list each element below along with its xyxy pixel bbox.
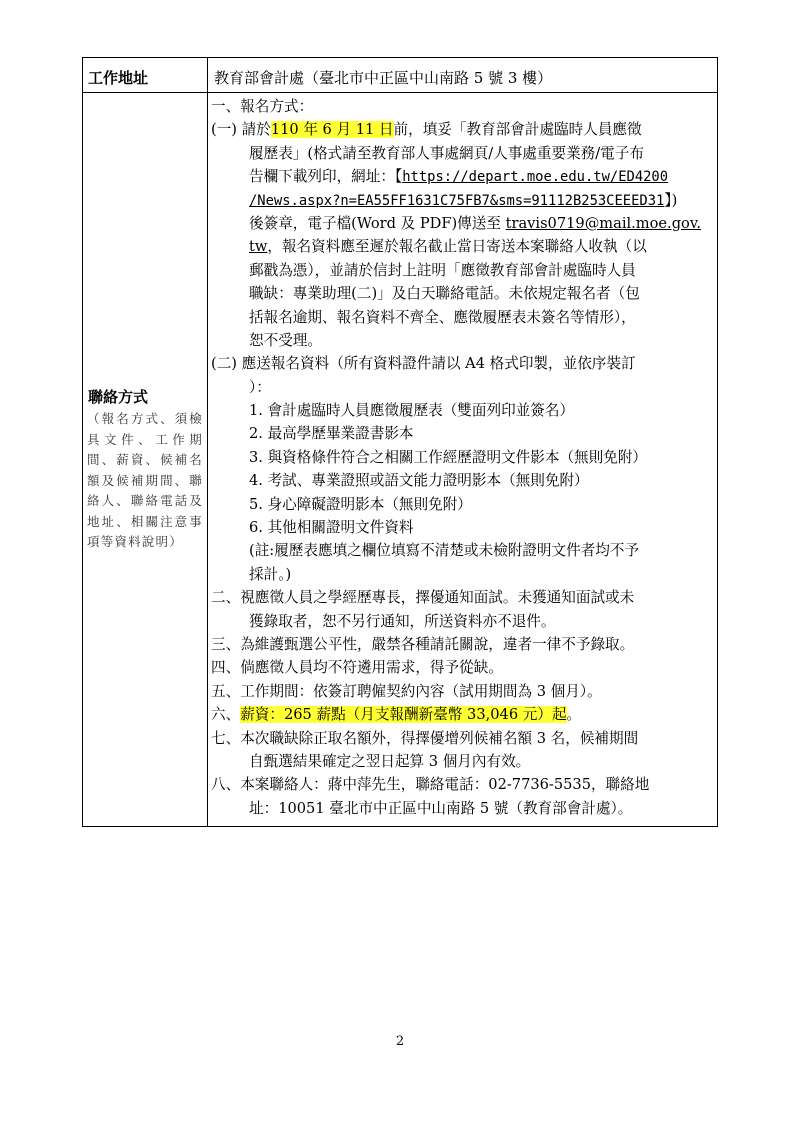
contact-details [208,93,718,827]
section-6 [211,703,713,726]
contact-email-link-part-1[interactable]: travis0719@mail.moe.gov. [505,214,701,232]
section-5: 五、工作期間：依簽訂聘僱契約內容（試用期間為 3 個月）。 [211,682,602,700]
required-doc-3: 3. 與資格條件符合之相關工作經歷證明文件影本（無則免附） [249,448,648,466]
note-line-1: (註:履歷表應填之欄位填寫不清楚或未檢附證明文件者均不予 [249,542,640,560]
email-prefix: 後簽章，電子檔(Word 及 PDF)傳送至 [249,214,506,232]
contact-row [83,93,718,827]
section-7-line-1: 七、本次職缺除正取名額外，得擇優增列候補名額 3 名，候補期間 [211,729,639,747]
item-1-text-cont: 前，填妥「教育部會計處臨時人員應徵 [393,121,642,139]
item-2-marker: (二) [211,355,237,373]
url-suffix: 】) [664,191,678,209]
item-2-line-2: ）： [249,378,271,396]
item-2-line-1 [211,352,713,375]
contact-sublabel: （報名方式、須檢具文件、工作期間、薪資、候補名額及候補期間、聯絡人、聯絡電話及地址、相關注意事項等資料說明） [87,411,203,550]
salary-highlight: 薪資：265 薪點（月支報酬新臺幣 33,046 元）起 [240,706,567,724]
contact-label: 聯絡方式 [88,388,149,407]
section-3: 三、為維護甄選公平性，嚴禁各種請託關說，違者一律不予錄取。 [211,635,635,653]
resume-form-url-part-1[interactable]: https://depart.moe.edu.tw/ED4200 [402,169,669,186]
item-1-text: 請於 [241,121,271,139]
item-1-marker: (一) [211,121,237,139]
item-1-line-5 [211,212,713,235]
section-4: 四、倘應徵人員均不符遴用需求，得予從缺。 [211,659,503,677]
item-1-line-7: 郵戳為憑），並請於信封上註明「應徵教育部會計處臨時人員 [249,261,636,279]
section-2-line-1: 二、視應徵人員之學經歷專長，擇優通知面試。未獲通知面試或未 [211,589,635,607]
section-7-line-2: 自甄選結果確定之翌日起算 3 個月內有效。 [249,752,531,770]
required-doc-4: 4. 考試、專業證照或語文能力證明影本（無則免附） [249,472,589,490]
resume-form-url-part-2[interactable]: /News.aspx?n=EA55FF1631C75FB7&sms=91112B253CEEED31 [249,192,665,209]
required-doc-6: 6. 其他相關證明文件資料 [249,519,414,537]
item-1-line-8: 職缺：專業助理(二)」及白天聯絡電話。未依規定報名者（包 [249,285,640,303]
work-address-label: 工作地址 [83,58,208,93]
required-doc-5: 5. 身心障礙證明影本（無則免附） [249,495,472,513]
item-1-line-6 [211,235,713,258]
section-2-line-2: 獲錄取者，恕不另行通知，所送資料亦不退件。 [249,612,556,630]
note-line-2: 採計。) [249,565,292,583]
email-suffix: ，報名資料應至遲於報名截止當日寄送本案聯絡人收執（以 [267,238,647,256]
section-6-suffix: 。 [566,706,582,724]
section-8-line-1: 八、本案聯絡人：蔣中萍先生，聯絡電話：02-7736-5535，聯絡地 [211,776,650,794]
page-number: 2 [395,1034,405,1049]
item-2-text: 應送報名資料（所有資料證件請以 A4 格式印製，並依序裝訂 [241,355,636,373]
work-address-row [83,58,718,93]
item-1-line-3 [211,165,713,188]
contact-label-cell [83,93,208,827]
section-8-line-2: 址：10051 臺北市中正區中山南路 5 號（教育部會計處）。 [249,799,633,817]
item-1-line-2: 履歷表」(格式請至教育部人事處網頁/人事處重要業務/電子布 [249,144,644,162]
section-1-title: 一、報名方式： [211,98,314,115]
item-1-line-10: 恕不受理。 [249,331,322,349]
contact-email-link-part-2[interactable]: tw [249,238,268,256]
job-info-table [82,57,718,827]
deadline-date-highlight: 110 年 6 月 11 日 [270,121,394,139]
item-1-line-1 [211,118,713,141]
required-doc-2: 2. 最高學歷畢業證書影本 [249,425,414,443]
work-address-value: 教育部會計處（臺北市中正區中山南路 5 號 3 樓） [208,58,718,93]
item-1-line-9: 括報名逾期、報名資料不齊全、應徵履歷表未簽名等情形）， [249,308,636,326]
section-6-prefix: 六、 [211,706,241,724]
url-prefix: 告欄下載列印，網址：【 [249,168,403,186]
item-1-line-4 [211,189,713,212]
required-doc-1: 1. 會計處臨時人員應徵履歷表（雙面列印並簽名） [249,402,575,420]
